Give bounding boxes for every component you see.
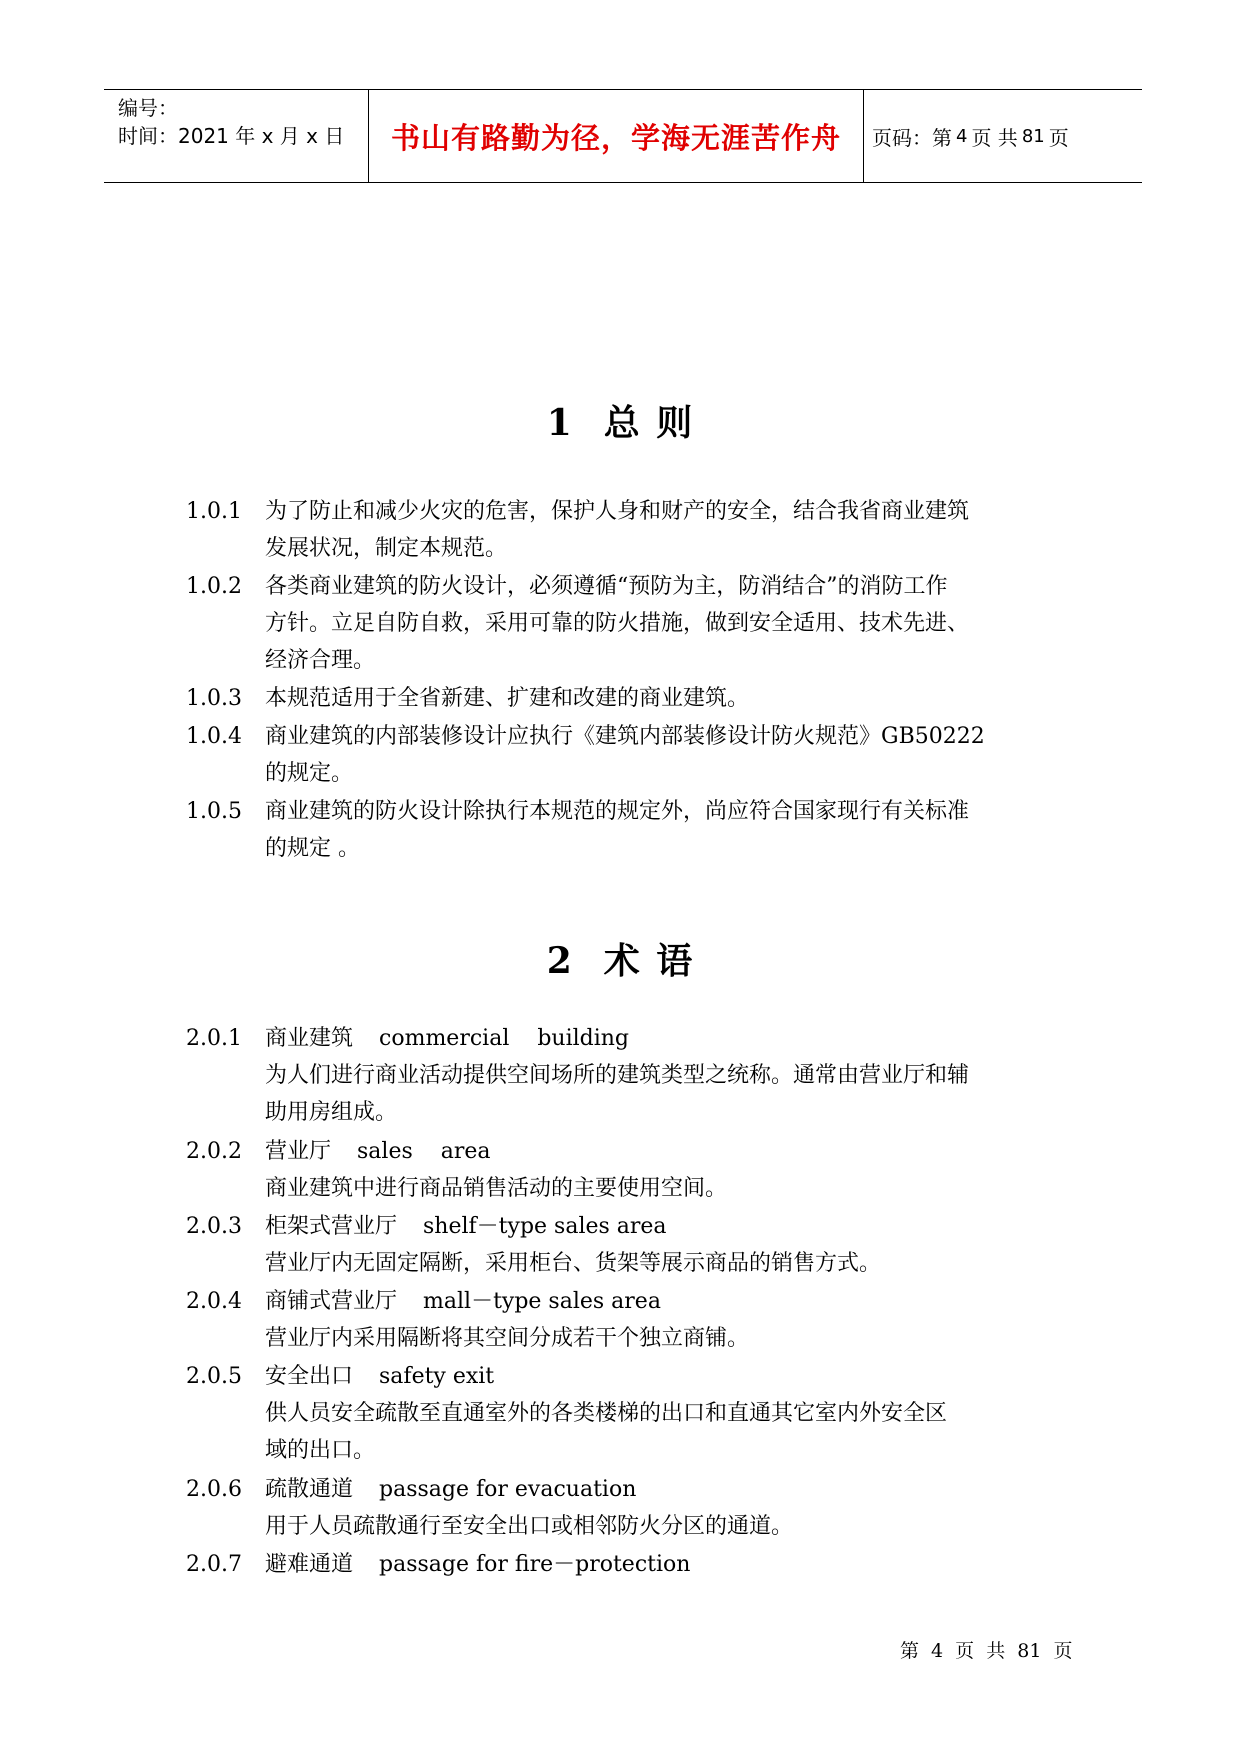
clause-text [265, 493, 1065, 567]
section-title [0, 933, 1241, 984]
clause-line: 本规范适用于全省新建、扩建和改建的商业建筑。 [265, 686, 750, 711]
term-number: 2.0.5 [186, 1364, 242, 1389]
term-zh: 疏散通道 [265, 1477, 354, 1502]
page-header [104, 89, 1142, 183]
term-desc: 营业厅内采用隔断将其空间分成若干个独立商铺。 [265, 1326, 750, 1351]
term-number: 2.0.1 [186, 1026, 242, 1051]
term-en: sales area [357, 1139, 491, 1164]
clause-line: 为了防止和减少火灾的危害，保护人身和财产的安全，结合我省商业建筑 [265, 499, 970, 524]
section-heading: 术 语 [603, 940, 695, 982]
page-total: 81 [1021, 125, 1045, 147]
page-prefix: 页码：第 [872, 125, 952, 150]
term-desc: 营业厅内无固定隔断，采用柜台、货架等展示商品的销售方式。 [265, 1251, 882, 1276]
term-zh: 营业厅 [265, 1139, 332, 1164]
term-en: mall－type sales area [423, 1289, 661, 1314]
term-body [265, 1133, 1065, 1207]
term-desc: 供人员安全疏散至直通室外的各类楼梯的出口和直通其它室内外安全区 [265, 1401, 948, 1426]
clause-line: 的规定。 [265, 761, 354, 786]
term-zh: 安全出口 [265, 1364, 354, 1389]
term-zh: 柜架式营业厅 [265, 1214, 398, 1239]
term-body [265, 1283, 1065, 1357]
page-suffix: 页 [1048, 125, 1069, 150]
term-number: 2.0.7 [186, 1552, 242, 1577]
term-en: safety exit [379, 1364, 495, 1389]
header-motto: 书山有路勤为径，学海无涯苦作舟 [390, 120, 841, 155]
header-divider [863, 90, 864, 182]
term-body [265, 1358, 1065, 1469]
term-number: 2.0.3 [186, 1214, 242, 1239]
page-mid: 页 共 [971, 125, 1018, 150]
term-zh: 避难通道 [265, 1552, 354, 1577]
clause-line: 的规定 。 [265, 836, 360, 861]
term-desc: 域的出口。 [265, 1438, 376, 1463]
page-number: 4 [956, 125, 968, 147]
clause-text [265, 680, 1065, 717]
term-en: shelf－type sales area [423, 1214, 667, 1239]
clause-line: 发展状况，制定本规范。 [265, 536, 508, 561]
term-body [265, 1546, 1065, 1583]
clause-number: 1.0.4 [186, 724, 242, 749]
clause-text [265, 568, 1065, 679]
clause-line: 商业建筑的防火设计除执行本规范的规定外，尚应符合国家现行有关标准 [265, 799, 970, 824]
term-body [265, 1020, 1065, 1131]
clause-line: 方针。立足自防自救，采用可靠的防火措施，做到安全适用、技术先进、 [265, 611, 970, 636]
serial-label: 编号： [118, 96, 178, 120]
header-meta [118, 94, 344, 150]
clause-number: 1.0.1 [186, 499, 242, 524]
clause-text [265, 793, 1065, 867]
clause-text [265, 718, 1065, 792]
clause-line: 商业建筑的内部装修设计应执行《建筑内部装修设计防火规范》GB50222 [265, 724, 985, 749]
page-footer: 第 4 页 共 81 页 [900, 1640, 1073, 1662]
term-desc: 助用房组成。 [265, 1100, 398, 1125]
clause-number: 1.0.2 [186, 574, 242, 599]
term-en: passage for fire－protection [379, 1552, 691, 1577]
header-page-indicator [872, 90, 1069, 182]
section-number: 1 [546, 402, 574, 444]
term-en: passage for evacuation [379, 1477, 637, 1502]
date-label: 时间：2021 年 x 月 x 日 [118, 124, 345, 148]
term-desc: 为人们进行商业活动提供空间场所的建筑类型之统称。通常由营业厅和辅 [265, 1063, 970, 1088]
term-number: 2.0.4 [186, 1289, 242, 1314]
section-number: 2 [546, 940, 574, 982]
clause-number: 1.0.3 [186, 686, 242, 711]
term-number: 2.0.2 [186, 1139, 242, 1164]
clause-number: 1.0.5 [186, 799, 242, 824]
term-body [265, 1471, 1065, 1545]
term-zh: 商铺式营业厅 [265, 1289, 398, 1314]
section-title [0, 395, 1241, 446]
term-desc: 用于人员疏散通行至安全出口或相邻防火分区的通道。 [265, 1514, 794, 1539]
term-en: commercial building [379, 1026, 630, 1051]
term-zh: 商业建筑 [265, 1026, 354, 1051]
clause-line: 经济合理。 [265, 648, 376, 673]
section-heading: 总 则 [603, 402, 695, 444]
clause-line: 各类商业建筑的防火设计，必须遵循“预防为主，防消结合”的消防工作 [265, 574, 948, 599]
term-desc: 商业建筑中进行商品销售活动的主要使用空间。 [265, 1176, 728, 1201]
term-body [265, 1208, 1065, 1282]
term-number: 2.0.6 [186, 1477, 242, 1502]
